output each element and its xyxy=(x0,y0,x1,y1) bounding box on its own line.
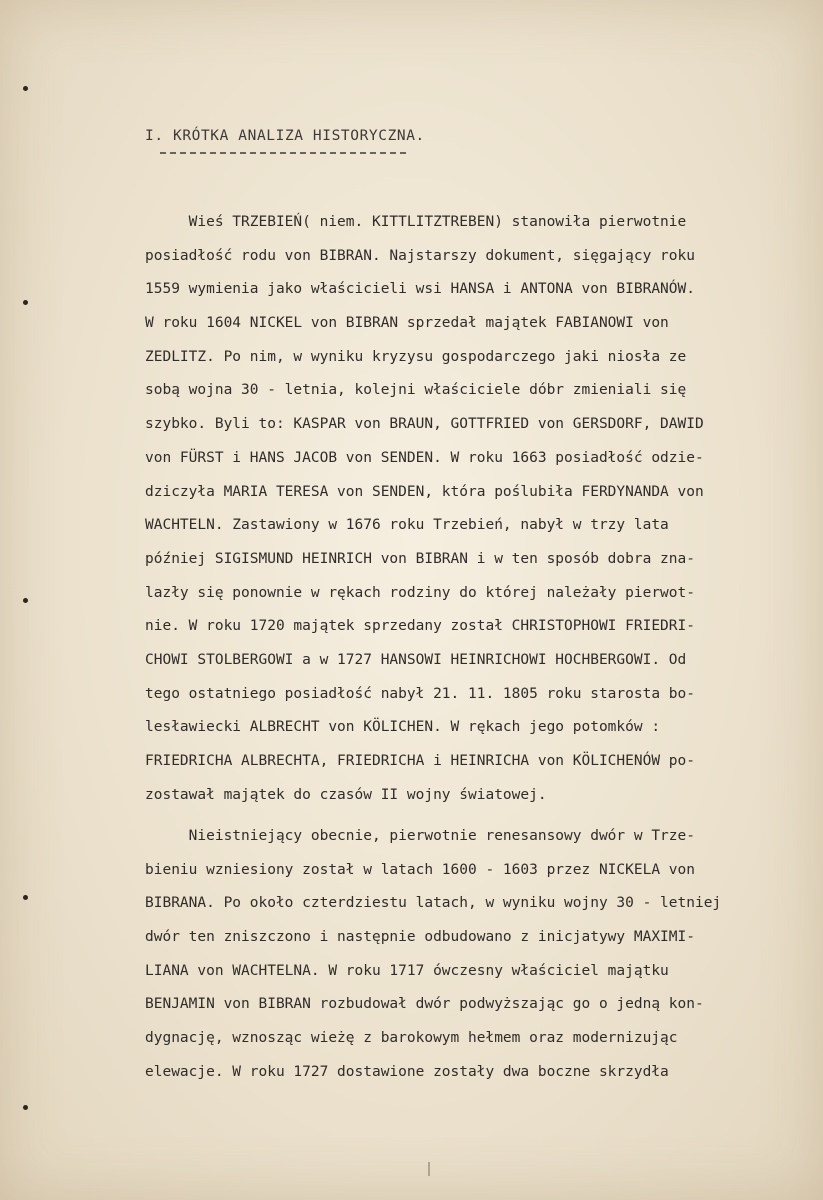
text-line: ZEDLITZ. Po nim, w wyniku kryzysu gospodarczego jaki niosła ze xyxy=(145,348,687,365)
text-line: elewacje. W roku 1727 dostawione zostały dwa boczne skrzydła xyxy=(145,1063,669,1080)
page-edge-mark xyxy=(428,1162,430,1176)
text-line: tego ostatniego posiadłość nabył 21. 11. 1805 roku starosta bo- xyxy=(145,685,695,702)
text-line: sobą wojna 30 - letnia, kolejni właściciele dóbr zmieniali się xyxy=(145,382,687,399)
punch-hole-mark xyxy=(23,1105,28,1110)
text-line: dwór ten zniszczono i następnie odbudowano z inicjatywy MAXIMI- xyxy=(145,929,695,946)
text-line: Wieś TRZEBIEŃ( niem. KITTLITZTREBEN) stanowiła pierwotnie xyxy=(145,214,687,230)
paragraph-history-owners xyxy=(145,206,704,812)
text-line: LIANA von WACHTELNA. W roku 1717 ówczesny właściciel majątku xyxy=(145,962,669,979)
text-line: BENJAMIN von BIBRAN rozbudował dwór podwyższając go o jedną kon- xyxy=(145,996,704,1013)
text-line: zostawał majątek do czasów II wojny światowej. xyxy=(145,786,547,803)
text-line: szybko. Byli to: KASPAR von BRAUN, GOTTFRIED von GERSDORF, DAWID xyxy=(145,416,704,433)
text-line: dziczyła MARIA TERESA von SENDEN, która poślubiła FERDYNANDA von xyxy=(145,483,704,500)
punch-hole-mark xyxy=(23,598,28,603)
text-line: BIBRANA. Po około czterdziestu latach, w wyniku wojny 30 - letniej xyxy=(145,895,722,912)
text-line: Nieistniejący obecnie, pierwotnie renesansowy dwór w Trze- xyxy=(145,828,695,844)
text-line: von FÜRST i HANS JACOB von SENDEN. W roku 1663 posiadłość odzie- xyxy=(145,449,704,466)
text-line: FRIEDRICHA ALBRECHTA, FRIEDRICHA i HEINRICHA von KÖLICHENÓW po- xyxy=(145,753,695,769)
heading-underline xyxy=(160,152,406,154)
text-line: bieniu wzniesiony został w latach 1600 - 1603 przez NICKELA von xyxy=(145,861,695,878)
section-heading: I. KRÓTKA ANALIZA HISTORYCZNA. xyxy=(145,128,425,144)
punch-hole-mark xyxy=(23,86,28,91)
punch-hole-mark xyxy=(23,300,28,305)
text-line: posiadłość rodu von BIBRAN. Najstarszy dokument, sięgający roku xyxy=(145,247,695,264)
text-line: WACHTELN. Zastawiony w 1676 roku Trzebień, nabył w trzy lata xyxy=(145,517,669,534)
text-line: nie. W roku 1720 majątek sprzedany został CHRISTOPHOWI FRIEDRI- xyxy=(145,618,695,635)
text-line: później SIGISMUND HEINRICH von BIBRAN i w ten sposób dobra zna- xyxy=(145,550,695,567)
punch-hole-mark xyxy=(23,895,28,900)
text-line: W roku 1604 NICKEL von BIBRAN sprzedał majątek FABIANOWI von xyxy=(145,315,669,332)
paragraph-manor-house xyxy=(145,820,721,1090)
text-line: 1559 wymienia jako właścicieli wsi HANSA i ANTONA von BIBRANÓW. xyxy=(145,281,695,298)
text-line: lazły się ponownie w rękach rodziny do której należały pierwot- xyxy=(145,584,695,601)
text-line: lesławiecki ALBRECHT von KÖLICHEN. W rękach jego potomków : xyxy=(145,719,661,736)
text-line: dygnację, wznosząc wieżę z barokowym hełmem oraz modernizując xyxy=(145,1030,678,1047)
text-line: CHOWI STOLBERGOWI a w 1727 HANSOWI HEINRICHOWI HOCHBERGOWI. Od xyxy=(145,651,687,668)
